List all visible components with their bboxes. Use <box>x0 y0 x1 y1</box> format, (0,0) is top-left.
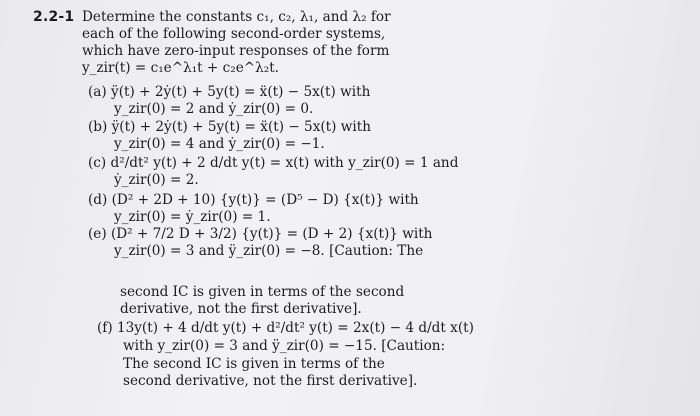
intro-line-4: y_zir(t) = c₁e^λ₁t + c₂e^λ₂t. <box>82 60 279 76</box>
part-f-line-1: (f) 13y(t) + 4 d/dt y(t) + d²/dt² y(t) = 2x(t) − 4 d/dt x(t) <box>97 320 474 336</box>
part-f-line-4: second derivative, not the first derivative]. <box>123 373 418 389</box>
intro-line-1: Determine the constants c₁, c₂, λ₁, and λ₂ for <box>82 9 391 25</box>
part-d-line-2: y_zir(0) = ẏ_zir(0) = 1. <box>114 209 271 225</box>
part-b-line-1: (b) ÿ(t) + 2ẏ(t) + 5y(t) = ẍ(t) − 5x(t) with <box>88 119 371 135</box>
problem-number: 2.2-1 <box>33 9 75 25</box>
part-e-line-2: y_zir(0) = 3 and ÿ_zir(0) = −8. [Caution: The <box>114 243 424 259</box>
part-e-line-1: (e) (D² + 7/2 D + 3/2) {y(t)} = (D + 2) {x(t)} with <box>88 226 433 242</box>
intro-line-3: which have zero-input responses of the form <box>82 43 390 59</box>
part-f-line-2: with y_zir(0) = 3 and ÿ_zir(0) = −15. [Caution: <box>123 338 446 354</box>
part-f-line-3: The second IC is given in terms of the <box>123 356 385 372</box>
part-e-line-4: derivative, not the first derivative]. <box>120 301 362 317</box>
part-c-line-2: ẏ_zir(0) = 2. <box>114 172 199 188</box>
problem-intro <box>82 9 402 77</box>
part-b-line-2: y_zir(0) = 4 and ẏ_zir(0) = −1. <box>114 136 325 152</box>
part-e-line-3: second IC is given in terms of the second <box>120 284 405 300</box>
part-a-line-2: y_zir(0) = 2 and ẏ_zir(0) = 0. <box>114 101 314 117</box>
intro-line-2: each of the following second-order systems, <box>82 26 386 42</box>
part-d-line-1: (d) (D² + 2D + 10) {y(t)} = (D⁵ − D) {x(t)} with <box>88 192 419 208</box>
part-a-line-1: (a) ÿ(t) + 2ẏ(t) + 5y(t) = ẍ(t) − 5x(t) with <box>88 84 371 100</box>
part-c-line-1: (c) d²/dt² y(t) + 2 d/dt y(t) = x(t) with y_zir(0) = 1 and <box>88 155 459 171</box>
